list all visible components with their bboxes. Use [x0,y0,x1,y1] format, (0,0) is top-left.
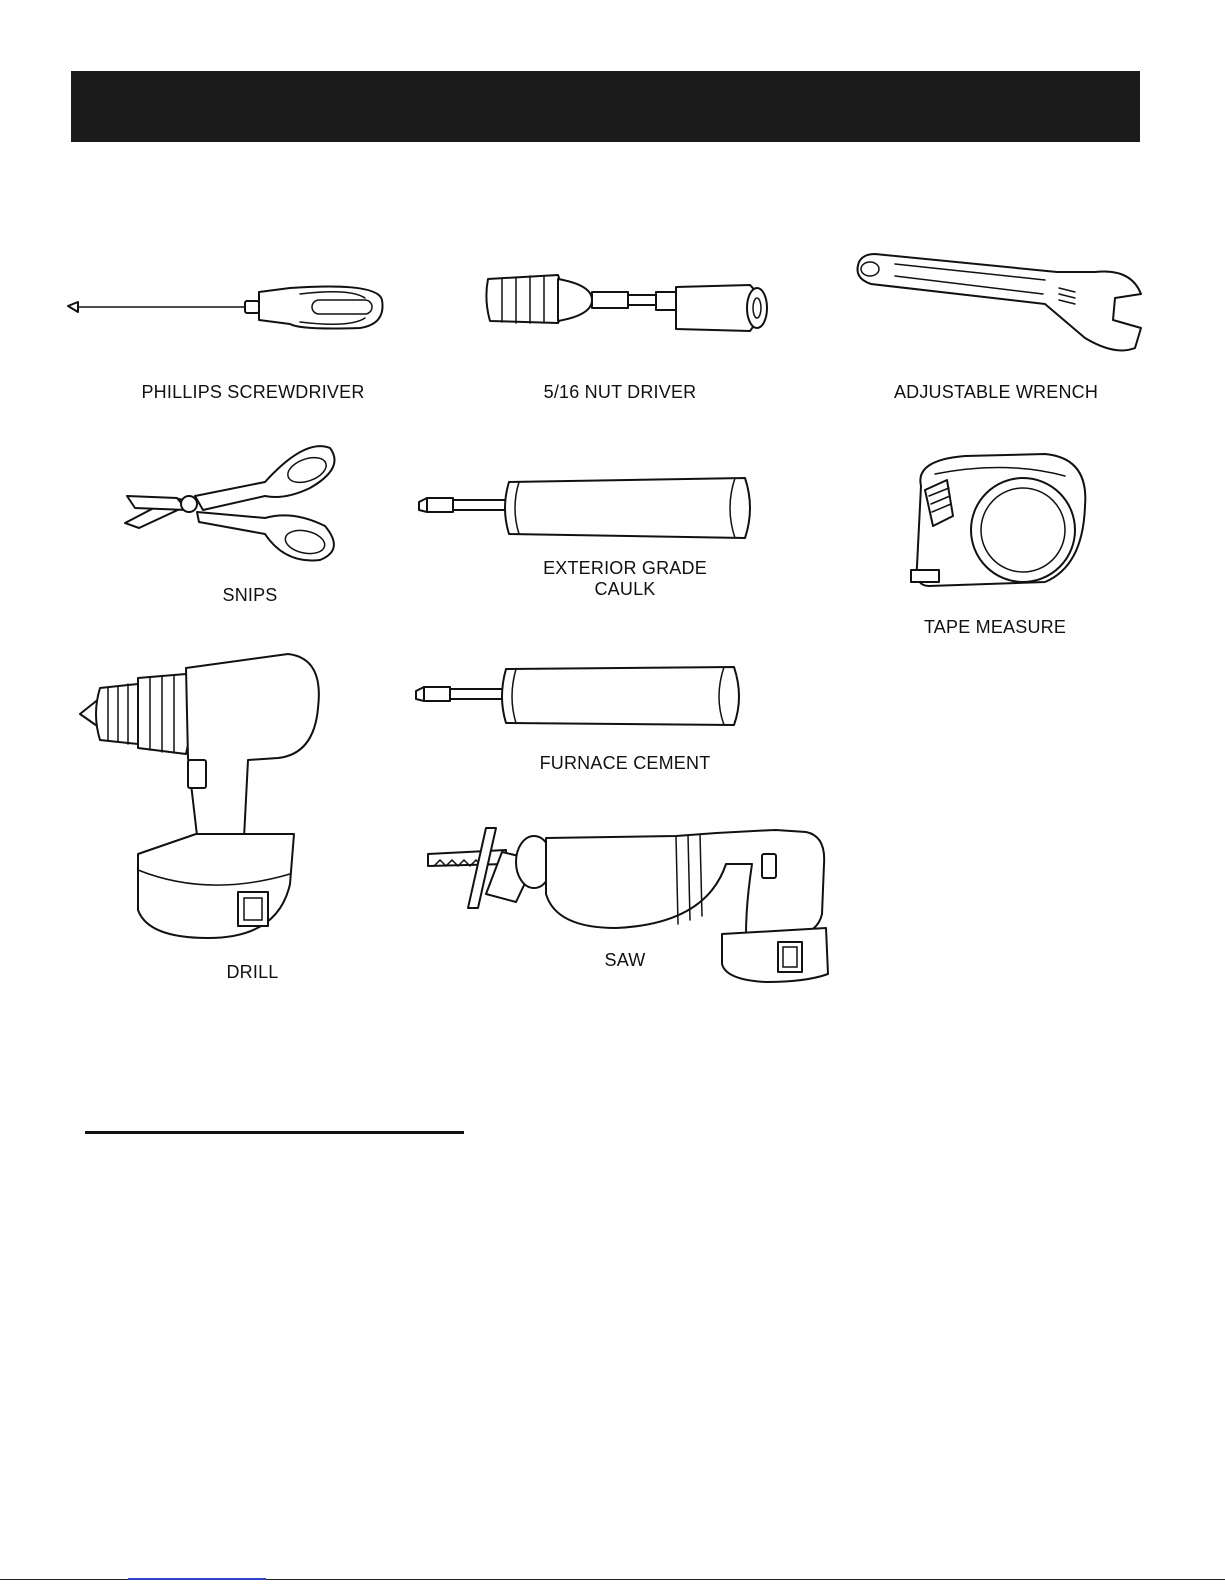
snips-illustration [115,438,345,573]
adjustable-wrench-illustration [845,248,1145,360]
phillips-screwdriver-label: PHILLIPS SCREWDRIVER [141,382,365,402]
header-bar [71,71,1140,142]
snips-label: SNIPS [222,585,278,605]
phillips-screwdriver-illustration [60,278,390,338]
caulk-label-line1: EXTERIOR GRADE [543,558,707,578]
adjustable-wrench-label: ADJUSTABLE WRENCH [893,382,1099,402]
saw-label: SAW [604,950,646,970]
nut-driver-illustration [480,265,775,350]
section-divider [85,1131,464,1134]
furnace-cement-label: FURNACE CEMENT [539,753,711,773]
drill-label: DRILL [226,962,279,982]
footer-link-underline[interactable] [128,1578,266,1580]
furnace-cement-tube-illustration [412,663,752,738]
tape-measure-label: TAPE MEASURE [923,617,1067,637]
tape-measure-illustration [905,446,1090,596]
caulk-label-line2: CAULK [594,579,656,599]
nut-driver-label: 5/16 NUT DRIVER [543,382,697,402]
drill-illustration [78,648,328,948]
caulk-tube-illustration [415,472,760,547]
